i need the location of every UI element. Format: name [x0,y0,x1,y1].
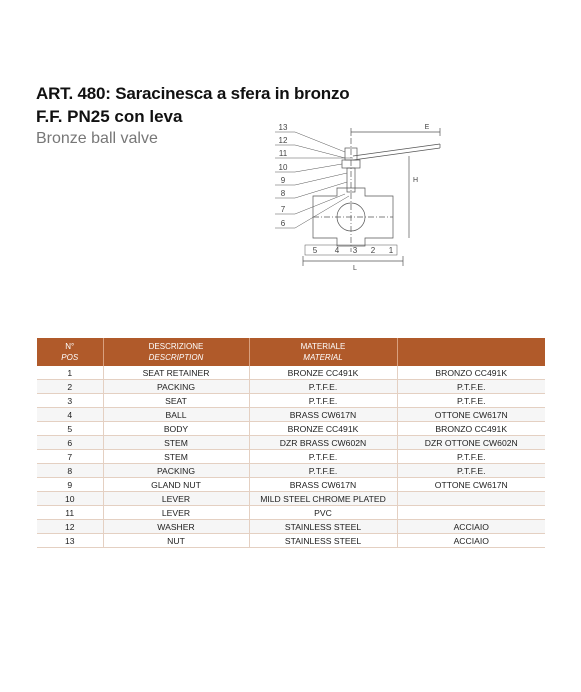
callout-7: 7 [280,205,286,214]
table-row [37,520,545,534]
table-header-row [37,338,545,366]
cell-material-italian: P.T.F.E. [397,380,545,394]
cell-material-italian: DZR OTTONE CW602N [397,436,545,450]
callout-6: 6 [280,219,286,228]
cell-description: LEVER [103,506,249,520]
cell-material-italian: OTTONE CW617N [397,478,545,492]
cell-description: BODY [103,422,249,436]
header-position: N° POS [37,338,103,366]
table-row [37,408,545,422]
cell-position: 3 [37,394,103,408]
cell-material-italian: BRONZO CC491K [397,366,545,380]
cell-material: DZR BRASS CW602N [249,436,397,450]
dimension-h-label: H [413,177,419,184]
table-row [37,506,545,520]
table-row [37,534,545,548]
cell-material-italian: P.T.F.E. [397,464,545,478]
cell-material: BRASS CW617N [249,408,397,422]
table-row [37,478,545,492]
header-material-italian [397,338,545,366]
table-row [37,422,545,436]
header-description: DESCRIZIONE DESCRIPTION [103,338,249,366]
cell-position: 5 [37,422,103,436]
callout-8: 8 [280,189,286,198]
article-subtitle-english: Bronze ball valve [36,130,158,147]
cell-position: 4 [37,408,103,422]
cell-material-italian: ACCIAIO [397,534,545,548]
parts-table-body [37,366,545,548]
article-pressure-rating: F.F. PN25 con leva [36,107,183,126]
cell-description: SEAT RETAINER [103,366,249,380]
dimension-e-label: E [424,124,430,131]
cell-material-italian: BRONZO CC491K [397,422,545,436]
table-row [37,450,545,464]
cell-position: 11 [37,506,103,520]
callout-1: 1 [388,246,394,255]
cell-description: BALL [103,408,249,422]
cell-description: SEAT [103,394,249,408]
cell-material: BRONZE CC491K [249,422,397,436]
cell-material-italian [397,506,545,520]
callout-13: 13 [278,123,288,132]
table-row [37,366,545,380]
callout-5: 5 [312,246,318,255]
cell-description: LEVER [103,492,249,506]
cell-position: 7 [37,450,103,464]
cell-description: STEM [103,450,249,464]
cell-description: NUT [103,534,249,548]
cell-description: GLAND NUT [103,478,249,492]
cell-description: STEM [103,436,249,450]
cell-description: WASHER [103,520,249,534]
table-row [37,436,545,450]
cell-material: PVC [249,506,397,520]
callout-2: 2 [370,246,376,255]
dimension-l-label: L [353,265,357,270]
cell-position: 1 [37,366,103,380]
cell-position: 6 [37,436,103,450]
cell-description: PACKING [103,380,249,394]
cell-position: 8 [37,464,103,478]
cell-material-italian: ACCIAIO [397,520,545,534]
table-row [37,492,545,506]
callout-12: 12 [278,136,288,145]
cell-position: 12 [37,520,103,534]
cell-material-italian: P.T.F.E. [397,450,545,464]
parts-materials-table [37,338,545,548]
table-row [37,464,545,478]
cell-material-italian: OTTONE CW617N [397,408,545,422]
callout-11: 11 [278,149,288,158]
cell-material: P.T.F.E. [249,464,397,478]
drawing-callouts [279,123,430,270]
cell-material: P.T.F.E. [249,394,397,408]
callout-9: 9 [280,176,286,185]
table-row [37,380,545,394]
cell-material: P.T.F.E. [249,450,397,464]
article-title: ART. 480: Saracinesca a sfera in bronzo [36,84,350,103]
cell-position: 9 [37,478,103,492]
callout-10: 10 [278,163,288,172]
cell-material: STAINLESS STEEL [249,520,397,534]
cell-position: 2 [37,380,103,394]
cell-material-italian: P.T.F.E. [397,394,545,408]
cell-material: BRONZE CC491K [249,366,397,380]
cell-material: BRASS CW617N [249,478,397,492]
cell-material: MILD STEEL CHROME PLATED [249,492,397,506]
callout-3: 3 [352,246,358,255]
valve-technical-drawing [275,118,450,270]
cell-material-italian [397,492,545,506]
callout-4: 4 [334,246,340,255]
cell-position: 13 [37,534,103,548]
cell-material: STAINLESS STEEL [249,534,397,548]
cell-position: 10 [37,492,103,506]
cell-description: PACKING [103,464,249,478]
cell-material: P.T.F.E. [249,380,397,394]
table-row [37,394,545,408]
header-material: MATERIALE MATERIAL [249,338,397,366]
